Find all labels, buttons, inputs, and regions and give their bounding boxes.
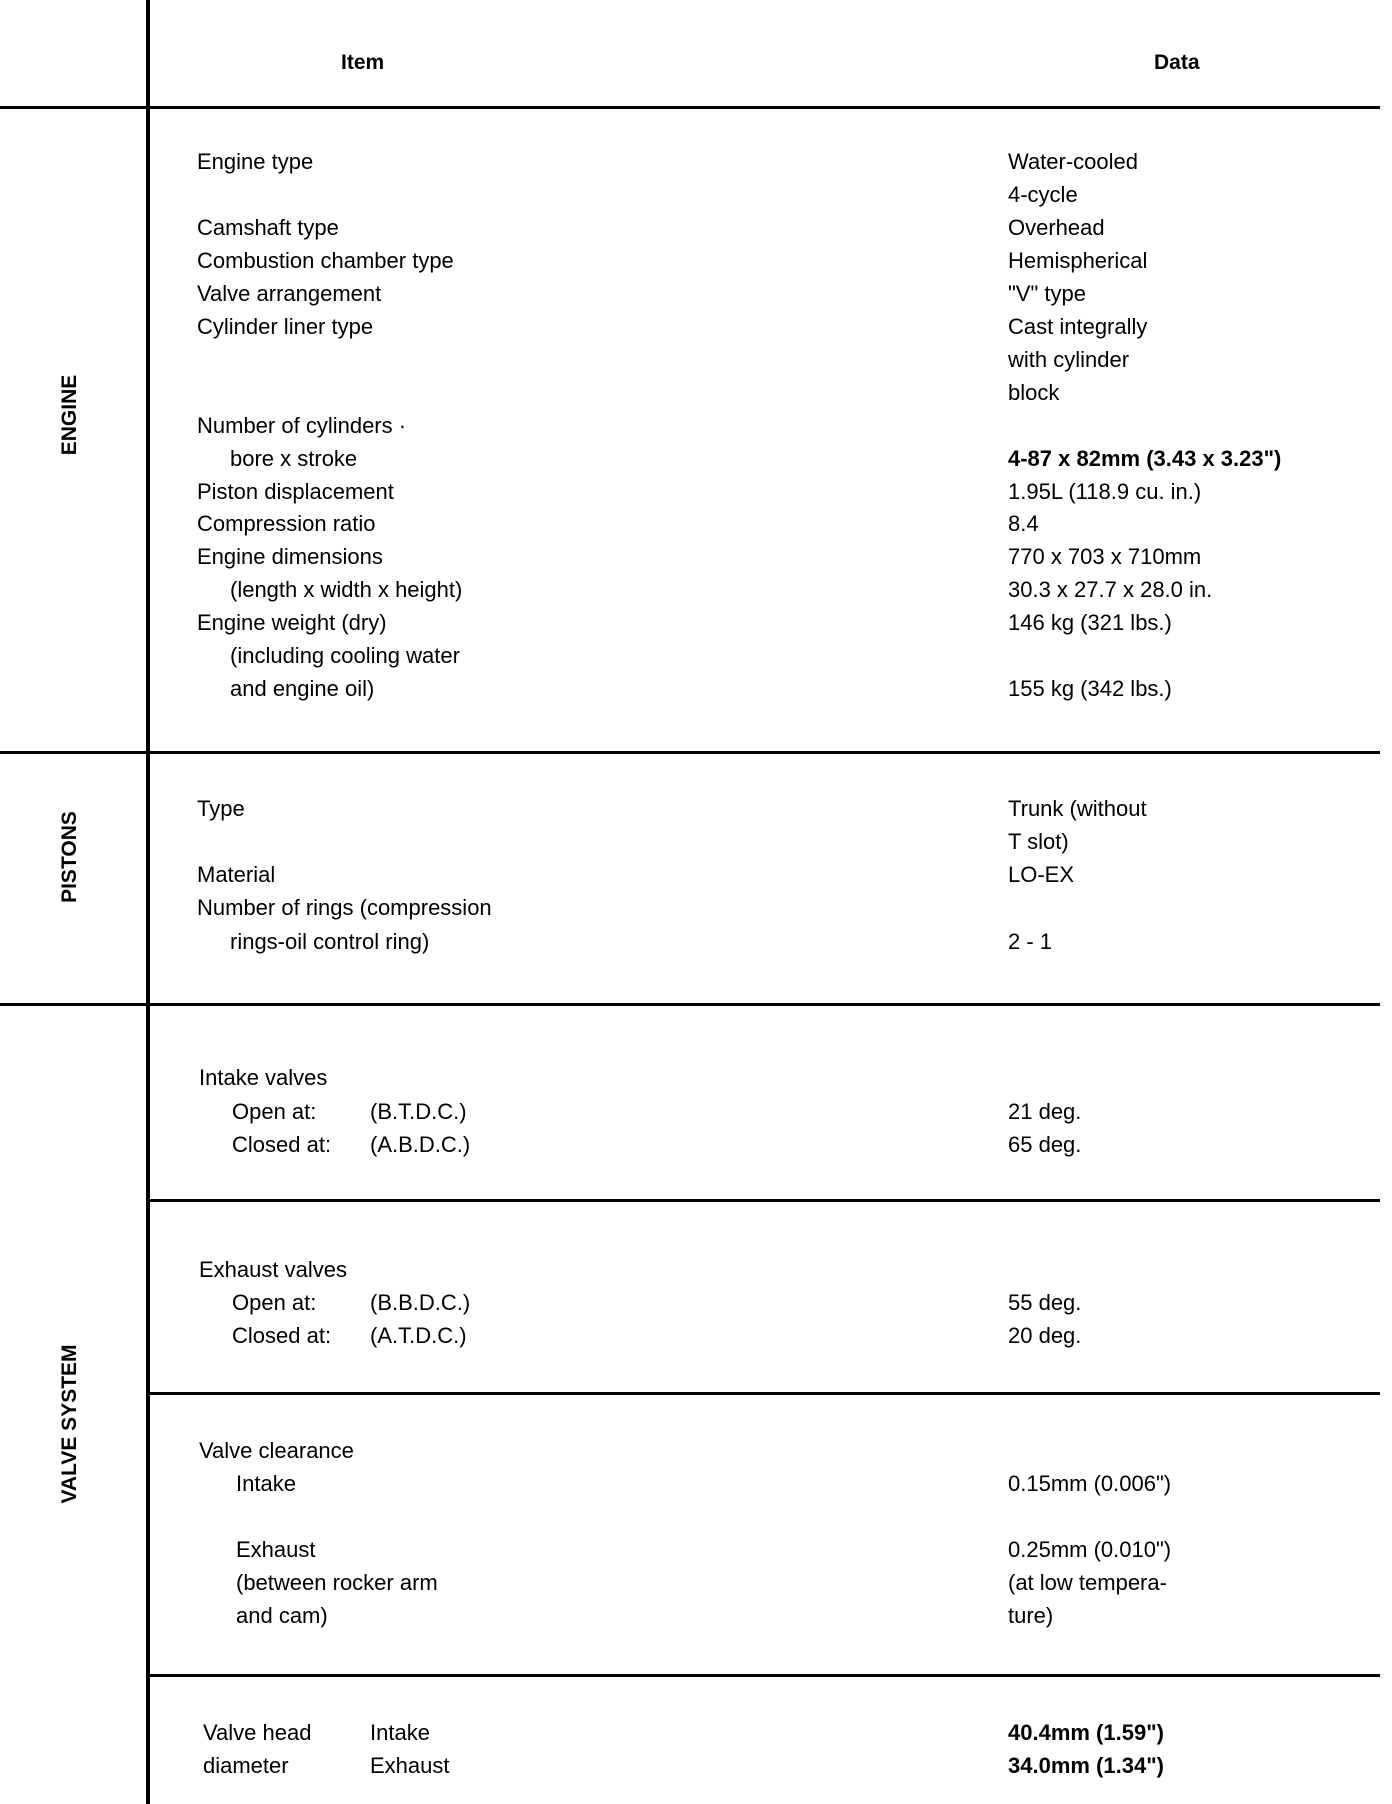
exhaust-closed-ref: (A.T.D.C.): [370, 1323, 467, 1348]
dimensions-inch-value: 30.3 x 27.7 x 28.0 in.: [1008, 577, 1213, 602]
valve-arrangement-value: "V" type: [1008, 281, 1086, 306]
clearance-intake-value: 0.15mm (0.006"): [1008, 1471, 1172, 1496]
displacement-label: Piston displacement: [197, 479, 394, 504]
piston-type-label: Type: [197, 796, 245, 821]
valve-head-exhaust-label: Exhaust: [370, 1753, 450, 1778]
header-rule: [0, 106, 1380, 109]
clearance-exhaust-label: Exhaust: [236, 1537, 316, 1562]
data-column-header: Data: [1154, 51, 1200, 74]
liner-value-3: block: [1008, 380, 1060, 405]
liner-label: Cylinder liner type: [197, 314, 374, 339]
valve-head-intake-label: Intake: [370, 1720, 430, 1745]
exhaust-closed-label: Closed at:: [232, 1323, 332, 1348]
intake-open-value: 21 deg.: [1008, 1099, 1082, 1124]
clearance-intake-label: Intake: [236, 1471, 296, 1496]
intake-open-ref: (B.T.D.C.): [370, 1099, 467, 1124]
pistons-rule: [0, 1003, 1380, 1006]
weight-wet-value: 155 kg (342 lbs.): [1008, 676, 1172, 701]
piston-type-value-2: T slot): [1008, 829, 1069, 854]
intake-rule: [150, 1199, 1380, 1202]
piston-material-label: Material: [197, 862, 276, 887]
item-column-header: Item: [341, 51, 385, 74]
compression-label: Compression ratio: [197, 511, 376, 536]
clearance-temp-value-2: ture): [1008, 1603, 1054, 1628]
rings-sub-label: rings-oil control ring): [230, 929, 430, 954]
valve-head-intake-value: 40.4mm (1.59"): [1008, 1720, 1164, 1745]
clearance-cam-label: and cam): [236, 1603, 328, 1628]
compression-value: 8.4: [1008, 511, 1039, 536]
valve-arrangement-label: Valve arrangement: [197, 281, 382, 306]
section-engine: ENGINE: [58, 374, 81, 456]
exhaust-open-value: 55 deg.: [1008, 1290, 1082, 1315]
weight-wet-label-2: and engine oil): [230, 676, 375, 701]
liner-value-2: with cylinder: [1008, 347, 1130, 372]
exhaust-valves-label: Exhaust valves: [199, 1257, 347, 1282]
clearance-temp-value-1: (at low tempera-: [1008, 1570, 1167, 1595]
rings-label: Number of rings (compression: [197, 895, 492, 920]
column-divider: [146, 0, 150, 1804]
combustion-value: Hemispherical: [1008, 248, 1148, 273]
bore-label: bore x stroke: [230, 446, 358, 471]
cylinders-label: Number of cylinders ·: [197, 413, 407, 438]
valve-head-exhaust-value: 34.0mm (1.34"): [1008, 1753, 1164, 1778]
clearance-exhaust-value: 0.25mm (0.010"): [1008, 1537, 1172, 1562]
intake-closed-label: Closed at:: [232, 1132, 332, 1157]
engine-type-value-2: 4-cycle: [1008, 182, 1078, 207]
dimensions-sub-label: (length x width x height): [230, 577, 463, 602]
combustion-label: Combustion chamber type: [197, 248, 454, 273]
camshaft-value: Overhead: [1008, 215, 1105, 240]
intake-closed-ref: (A.B.D.C.): [370, 1132, 471, 1157]
camshaft-label: Camshaft type: [197, 215, 339, 240]
liner-value-1: Cast integrally: [1008, 314, 1148, 339]
engine-type-value-1: Water-cooled: [1008, 149, 1139, 174]
exhaust-open-ref: (B.B.D.C.): [370, 1290, 471, 1315]
intake-valves-label: Intake valves: [199, 1065, 328, 1090]
bore-value: 4-87 x 82mm (3.43 x 3.23"): [1008, 446, 1282, 471]
valve-head-diameter-label: diameter: [203, 1753, 289, 1778]
displacement-value: 1.95L (118.9 cu. in.): [1008, 479, 1202, 504]
weight-label: Engine weight (dry): [197, 610, 387, 635]
piston-type-value-1: Trunk (without: [1008, 796, 1147, 821]
clearance-between-label: (between rocker arm: [236, 1570, 438, 1595]
exhaust-closed-value: 20 deg.: [1008, 1323, 1082, 1348]
exhaust-rule: [150, 1392, 1380, 1395]
section-pistons: PISTONS: [58, 811, 81, 903]
intake-open-label: Open at:: [232, 1099, 317, 1124]
exhaust-open-label: Open at:: [232, 1290, 317, 1315]
weight-wet-label-1: (including cooling water: [230, 643, 460, 668]
weight-value: 146 kg (321 lbs.): [1008, 610, 1172, 635]
engine-rule: [0, 751, 1380, 754]
clearance-label: Valve clearance: [199, 1438, 354, 1463]
dimensions-value: 770 x 703 x 710mm: [1008, 544, 1202, 569]
intake-closed-value: 65 deg.: [1008, 1132, 1082, 1157]
clearance-rule: [150, 1674, 1380, 1677]
dimensions-label: Engine dimensions: [197, 544, 383, 569]
piston-material-value: LO-EX: [1008, 862, 1075, 887]
valve-head-label: Valve head: [203, 1720, 312, 1745]
engine-type-label: Engine type: [197, 149, 314, 174]
rings-value: 2 - 1: [1008, 929, 1053, 954]
section-valve-system: VALVE SYSTEM: [58, 1344, 81, 1504]
